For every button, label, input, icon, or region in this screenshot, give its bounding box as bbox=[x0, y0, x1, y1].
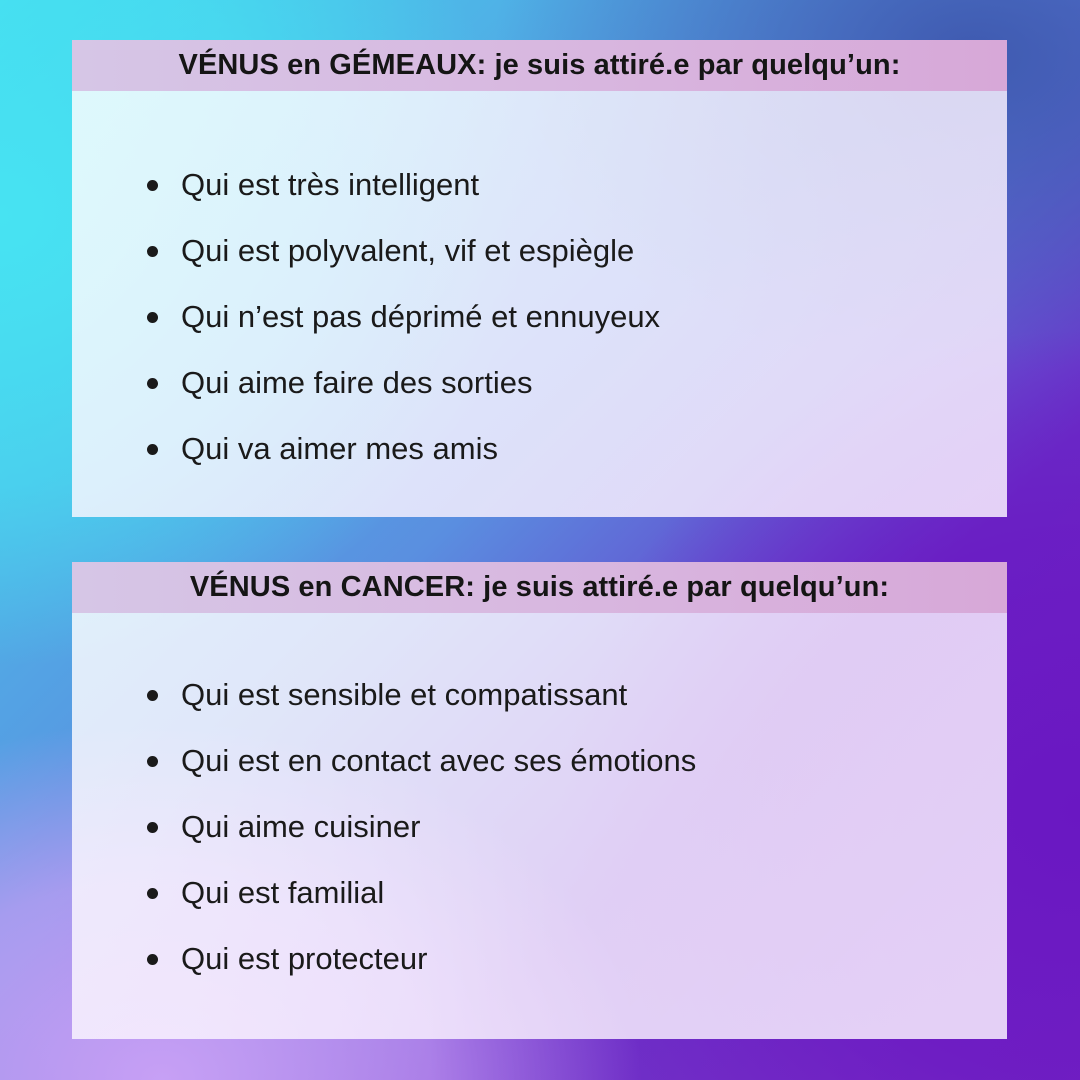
card-title: VÉNUS en GÉMEAUX: je suis attiré.e par quelqu’un: bbox=[72, 40, 1007, 91]
bullet-icon bbox=[147, 180, 158, 191]
list-item-text: Qui est protecteur bbox=[181, 941, 428, 976]
venus-gemini-card bbox=[72, 40, 1007, 517]
bullet-icon bbox=[147, 690, 158, 701]
list-item-text: Qui aime faire des sorties bbox=[181, 365, 533, 400]
list-item bbox=[147, 152, 660, 218]
list-item bbox=[147, 860, 696, 926]
bullet-icon bbox=[147, 444, 158, 455]
list-item-text: Qui est sensible et compatissant bbox=[181, 677, 628, 712]
list-item bbox=[147, 662, 696, 728]
bullet-list bbox=[147, 662, 696, 992]
list-item-text: Qui est très intelligent bbox=[181, 167, 480, 202]
list-item-text: Qui est familial bbox=[181, 875, 385, 910]
list-item bbox=[147, 284, 660, 350]
list-item-text: Qui va aimer mes amis bbox=[181, 431, 498, 466]
bullet-icon bbox=[147, 378, 158, 389]
bullet-icon bbox=[147, 888, 158, 899]
list-item bbox=[147, 794, 696, 860]
list-item bbox=[147, 218, 660, 284]
list-item-text: Qui est en contact avec ses émotions bbox=[181, 743, 697, 778]
bullet-list bbox=[147, 152, 660, 482]
list-item bbox=[147, 350, 660, 416]
list-item-text: Qui est polyvalent, vif et espiègle bbox=[181, 233, 635, 268]
list-item-text: Qui n’est pas déprimé et ennuyeux bbox=[181, 299, 661, 334]
list-item bbox=[147, 926, 696, 992]
card-title: VÉNUS en CANCER: je suis attiré.e par quelqu’un: bbox=[72, 562, 1007, 613]
bullet-icon bbox=[147, 822, 158, 833]
bullet-icon bbox=[147, 954, 158, 965]
list-item-text: Qui aime cuisiner bbox=[181, 809, 421, 844]
bullet-icon bbox=[147, 246, 158, 257]
bullet-icon bbox=[147, 756, 158, 767]
list-item bbox=[147, 416, 660, 482]
list-item bbox=[147, 728, 696, 794]
venus-cancer-card bbox=[72, 562, 1007, 1039]
bullet-icon bbox=[147, 312, 158, 323]
